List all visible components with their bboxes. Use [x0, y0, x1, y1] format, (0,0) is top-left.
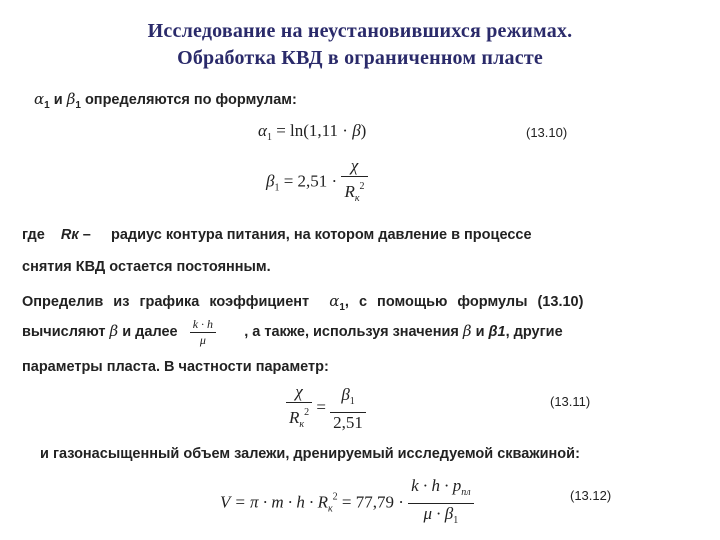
- determine-line1: Определив из графика коэффициент $\alpha_1$, с помощью формулы (13.10): [22, 292, 584, 313]
- fraction-chi-over-R: $\frac{\chi}{R_к^2}$: [341, 156, 367, 209]
- beta-symbol: β: [66, 90, 76, 108]
- gas-volume-line: и газонасыщенный объем залежи, дренируемый исследуемой скважиной:: [40, 446, 580, 462]
- intro-line: $\alpha_1$ и $\beta_1$ определяются по формулам:: [34, 90, 297, 111]
- alpha-symbol: α: [34, 90, 45, 108]
- equation-beta: $\beta_1 = 2,51$ · $\frac{\chi}{R_к^2}$: [266, 156, 368, 209]
- fraction-kh-over-mu: $\frac{k \cdot h}{\mu}$: [190, 317, 216, 348]
- equation-13-12: $V = \pi \cdot m \cdot h \cdot R_к^2 = 77,79$ · $\frac{k \cdot h \cdot p_{пл}}{\mu \cdot \beta_1}$: [220, 476, 474, 531]
- rk-symbol: Rк: [60, 227, 79, 243]
- equation-number-13-12: (13.12): [570, 488, 612, 503]
- equation-13-11: $\frac{\chi}{R_к^2}$ = $\frac{\beta_1}{2,51}$: [286, 382, 366, 435]
- determine-line3: параметры пласта. В частности параметр:: [22, 359, 329, 375]
- equation-number-13-11: (13.11): [550, 394, 591, 409]
- page-title-line2: Обработка КВД в ограниченном пласте: [177, 47, 543, 69]
- equation-number-13-10: (13.10): [526, 125, 568, 140]
- page-title-line1: Исследование на неустановившихся режимах.: [147, 20, 573, 42]
- equation-alpha: $\alpha_1 = \ln(1,11 \cdot \beta)$: [258, 121, 367, 143]
- where-line1: где Rк – радиус контура питания, на котором давление в процессе: [22, 227, 532, 243]
- determine-line2: вычисляют β и далее $\frac{k \cdot h}{\mu}$ , а также, используя значения β и β1, другие: [22, 316, 563, 347]
- where-line2: снятия КВД остается постоянным.: [22, 259, 271, 275]
